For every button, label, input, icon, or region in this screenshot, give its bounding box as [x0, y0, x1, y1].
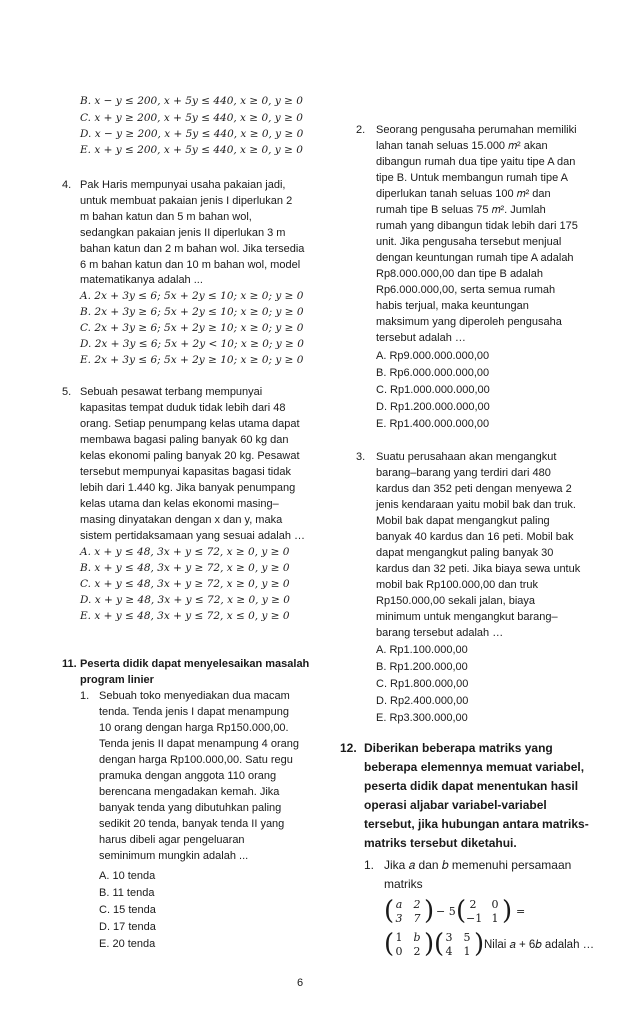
- section-12-heading: tersebut, jika hubungan antara matriks-: [364, 817, 589, 831]
- matrix-cell: 1: [463, 945, 471, 958]
- q2-option-b: B. Rp6.000.000.000,00: [376, 367, 490, 379]
- q2-line: tipe B. Untuk membangun rumah tipe A: [376, 172, 568, 184]
- q5-option-b: B. 𝑥 + 𝑦 ≤ 48, 3𝑥 + 𝑦 ≥ 72, 𝑥 ≥ 0, 𝑦 ≥ 0: [80, 562, 290, 574]
- s12-q1-tail: Nilai 𝑎 + 6𝑏 adalah …: [484, 939, 595, 951]
- q2-line: rumah tipe B seluas 75 𝑚². Jumlah: [376, 204, 546, 216]
- q2-option-c: C. Rp1.000.000.000,00: [376, 384, 490, 396]
- matrix-cell: 2: [413, 898, 421, 911]
- q4-option-a: A. 2𝑥 + 3𝑦 ≤ 6; 5𝑥 + 2𝑦 ≤ 10; 𝑥 ≥ 0; 𝑦 ≥ 0: [80, 290, 304, 302]
- q2-line: dengan keuntungan rumah tipe A adalah: [376, 252, 574, 264]
- right-paren: ): [424, 929, 435, 959]
- section-12-heading: operasi aljabar variabel-variabel: [364, 798, 547, 812]
- q5-line: lebih dari 1.440 kg. Jika banyak penumpang: [80, 482, 296, 494]
- q3-line: kardus dan 32 peti. Jika biaya sewa untuk: [376, 563, 581, 575]
- q4-number: 4.: [62, 179, 72, 191]
- s11-q1-option-d: D. 17 tenda: [99, 921, 156, 933]
- q5-line: sistem pertidaksamaan yang sesuai adalah …: [80, 530, 306, 542]
- q2-line: Seorang pengusaha perumahan memiliki: [376, 124, 577, 136]
- q2-line: diperlukan tanah seluas 100 𝑚² dan: [376, 188, 551, 200]
- q2-line: unit. Jika pengusaha tersebut menjual: [376, 236, 562, 248]
- q3-option-c: C. Rp1.800.000,00: [376, 678, 469, 690]
- matrix-cell: 𝑏: [413, 931, 421, 944]
- q4-line: Pak Haris mempunyai usaha pakaian jadi,: [80, 179, 286, 191]
- q5-line: kapasitas tempat duduk tidak lebih dari 48: [80, 402, 286, 414]
- q5-line: Sebuah pesawat terbang mempunyai: [80, 386, 263, 398]
- matrix-cell: 2: [469, 898, 477, 911]
- matrix-cell: 7: [413, 912, 421, 925]
- s11-q1-line: pramuka dengan anggota 110 orang: [99, 770, 277, 782]
- q5-option-c: C. 𝑥 + 𝑦 ≤ 48, 3𝑥 + 𝑦 ≥ 72, 𝑥 ≥ 0, 𝑦 ≥ 0: [80, 578, 290, 590]
- section-12-heading: beberapa elemennya memuat variabel,: [364, 760, 585, 774]
- q5-option-d: D. 𝑥 + 𝑦 ≥ 48, 3𝑥 + 𝑦 ≤ 72, 𝑥 ≥ 0, 𝑦 ≥ 0: [80, 594, 290, 606]
- section-11-number: 11.: [62, 658, 77, 670]
- s11-q1-option-e: E. 20 tenda: [99, 938, 156, 950]
- s11-q1-line: banyak tenda yang dibutuhkan paling: [99, 802, 282, 814]
- q3-option-d: D. 𝑥 − 𝑦 ≥ 200, 𝑥 + 5𝑦 ≤ 440, 𝑥 ≥ 0, 𝑦 ≥ 0: [80, 128, 304, 140]
- s11-q1-option-c: C. 15 tenda: [99, 904, 156, 916]
- q2-line: Rp8.000.000,00 dan tipe B adalah: [376, 268, 543, 280]
- q2-line: lahan tanah seluas 15.000 𝑚² akan: [376, 140, 548, 152]
- section-12-heading: peserta didik dapat menentukan hasil: [364, 779, 579, 793]
- q4-option-d: D. 2𝑥 + 3𝑦 ≤ 6; 5𝑥 + 2𝑦 < 10; 𝑥 ≥ 0; 𝑦 ≥ 0: [80, 338, 304, 350]
- left-paren: (: [384, 929, 395, 959]
- q3-option-e: E. 𝑥 + 𝑦 ≤ 200, 𝑥 + 5𝑦 ≤ 440, 𝑥 ≥ 0, 𝑦 ≥ 0: [80, 144, 303, 156]
- right-paren: ): [424, 896, 435, 926]
- q5-line: masing dinyatakan dengan x dan y, maka: [80, 514, 283, 526]
- q3-option-a: A. Rp1.100.000,00: [376, 644, 468, 656]
- q2-option-d: D. Rp1.200.000.000,00: [376, 401, 490, 413]
- q3-line: barang–barang yang terdiri dari 480: [376, 467, 551, 479]
- q3-option-e: E. Rp3.300.000,00: [376, 712, 468, 724]
- q4-line: m bahan katun dan 5 m bahan wol,: [80, 211, 252, 223]
- s11-q1-line: harus dibeli agar pengeluaran: [99, 834, 245, 846]
- q3-line: Mobil bak dapat mengangkut paling: [376, 515, 550, 527]
- q4-line: sedangkan pakaian jenis II diperlukan 3 m: [80, 227, 286, 239]
- matrix-cell: 3: [395, 912, 403, 925]
- q5-line: tersebut mempunyai kapasitas bagasi tidak: [80, 466, 291, 478]
- s11-q1-line: tenda. Tenda jenis I dapat menampung: [99, 706, 289, 718]
- q5-option-a: A. 𝑥 + 𝑦 ≤ 48, 3𝑥 + 𝑦 ≤ 72, 𝑥 ≥ 0, 𝑦 ≥ 0: [80, 546, 290, 558]
- matrix-cell: 2: [413, 945, 421, 958]
- q4-option-c: C. 2𝑥 + 3𝑦 ≥ 6; 5𝑥 + 2𝑦 ≥ 10; 𝑥 ≥ 0; 𝑦 ≥ 0: [80, 322, 304, 334]
- section-12-heading: Diberikan beberapa matriks yang: [364, 741, 553, 755]
- s11-q1-number: 1.: [80, 690, 90, 702]
- q3-option-b: B. Rp1.200.000,00: [376, 661, 468, 673]
- q3-option-b: B. 𝑥 − 𝑦 ≤ 200, 𝑥 + 5𝑦 ≤ 440, 𝑥 ≥ 0, 𝑦 ≥ 0: [80, 95, 303, 107]
- matrix-cell: 5: [463, 931, 471, 944]
- matrix-cell: 3: [445, 931, 453, 944]
- q3-line: mobil bak Rp100.000,00 dan truk: [376, 579, 539, 591]
- q4-line: matematikanya adalah ...: [80, 274, 203, 286]
- s11-q1-option-b: B. 11 tenda: [99, 887, 155, 899]
- q2-line: habis terjual, maka keuntungan: [376, 300, 529, 312]
- s11-q1-line: dengan harga Rp100.000,00. Satu regu: [99, 754, 293, 766]
- right-paren: ): [502, 896, 513, 926]
- q2-option-e: E. Rp1.400.000.000,00: [376, 418, 490, 430]
- s11-q1-line: berencana mengadakan kemah. Jika: [99, 786, 280, 798]
- section-12-heading: matriks tersebut diketahui.: [364, 836, 517, 850]
- matrix-cell: 1: [395, 931, 403, 944]
- q2-option-a: A. Rp9.000.000.000,00: [376, 350, 490, 362]
- left-paren: (: [434, 929, 445, 959]
- q5-line: membawa bagasi paling banyak 60 kg dan: [80, 434, 289, 446]
- q4-line: 6 m bahan katun dan 10 m bahan wol, model: [80, 259, 301, 271]
- s11-q1-option-a: A. 10 tenda: [99, 870, 156, 882]
- q2-line: maksimum yang diperoleh pengusaha: [376, 316, 562, 328]
- q3-line: kardus dan 352 peti dengan menyewa 2: [376, 483, 572, 495]
- matrix-cell: 4: [445, 945, 453, 958]
- section-12-number: 12.: [340, 741, 357, 755]
- q3-line: minimum untuk mengangkut barang–: [376, 611, 558, 623]
- matrix-cell: 0: [395, 945, 403, 958]
- matrix-equation-row-1: [384, 896, 634, 928]
- q5-line: kelas utama dan kelas ekonomi masing–: [80, 498, 279, 510]
- matrix-cell: 𝑎: [395, 898, 403, 911]
- s11-q1-line: 10 orang dengan harga Rp150.000,00.: [99, 722, 289, 734]
- q4-option-b: B. 2𝑥 + 3𝑦 ≥ 6; 5𝑥 + 2𝑦 ≤ 10; 𝑥 ≥ 0; 𝑦 ≥ 0: [80, 306, 304, 318]
- right-paren: ): [474, 929, 485, 959]
- left-paren: (: [456, 896, 467, 926]
- q3-line: banyak 40 kardus dan 16 peti. Mobil bak: [376, 531, 574, 543]
- left-paren: (: [384, 896, 395, 926]
- q3-line: Suatu perusahaan akan mengangkut: [376, 451, 557, 463]
- q2-line: Rp6.000.000,00, serta semua rumah: [376, 284, 556, 296]
- q4-line: untuk membuat pakaian jenis I diperlukan 2: [80, 195, 293, 207]
- q5-number: 5.: [62, 386, 72, 398]
- q4-line: bahan katun dan 2 m bahan wol. Jika tersedia: [80, 243, 305, 255]
- section-11-heading: Peserta didik dapat menyelesaikan masalah: [80, 658, 310, 670]
- matrix-cell: 0: [491, 898, 499, 911]
- section-11-heading: program linier: [80, 674, 154, 686]
- q4-option-e: E. 2𝑥 + 3𝑦 ≤ 6; 5𝑥 + 2𝑦 ≥ 10; 𝑥 ≥ 0; 𝑦 ≥ 0: [80, 354, 304, 366]
- q3-line: barang tersebut adalah …: [376, 627, 504, 639]
- s11-q1-line: sedikit 20 tenda, banyak tenda II yang: [99, 818, 285, 830]
- q2-line: rumah yang dibangun tidak lebih dari 175: [376, 220, 578, 232]
- page-number: 6: [296, 977, 304, 989]
- q3-option-d: D. Rp2.400.000,00: [376, 695, 469, 707]
- equals-sign: =: [516, 905, 526, 918]
- q5-line: orang. Setiap penumpang kelas utama dapat: [80, 418, 300, 430]
- s12-q1-line: matriks: [384, 877, 423, 891]
- q5-line: kelas ekonomi paling banyak 20 kg. Pesawat: [80, 450, 300, 462]
- q3-line: Rp150.000,00 sekali jalan, biaya: [376, 595, 536, 607]
- q2-line: dibangun rumah dua tipe yaitu tipe A dan: [376, 156, 576, 168]
- s12-q1-number: 1.: [364, 858, 375, 872]
- s11-q1-line: Tenda jenis II dapat menampung 4 orang: [99, 738, 299, 750]
- q3-option-c: C. 𝑥 + 𝑦 ≥ 200, 𝑥 + 5𝑦 ≤ 440, 𝑥 ≥ 0, 𝑦 ≥ 0: [80, 112, 303, 124]
- q3-line: dapat mengangkut paling banyak 30: [376, 547, 554, 559]
- q5-option-e: E. 𝑥 + 𝑦 ≤ 48, 3𝑥 + 𝑦 ≤ 72, 𝑥 ≤ 0, 𝑦 ≥ 0: [80, 610, 290, 622]
- q2-line: tersebut adalah …: [376, 332, 466, 344]
- minus-five: − 5: [436, 905, 456, 918]
- matrix-cell: −1: [466, 912, 483, 925]
- s11-q1-line: seminimum mungkin adalah ...: [99, 850, 249, 862]
- matrix-cell: 1: [491, 912, 499, 925]
- s11-q1-line: Sebuah toko menyediakan dua macam: [99, 690, 290, 702]
- s12-q1-line: Jika 𝑎 dan 𝑏 memenuhi persamaan: [384, 858, 572, 872]
- q3-number: 3.: [356, 451, 366, 463]
- matrix-equation-row-2: [384, 929, 634, 961]
- q2-number: 2.: [356, 124, 366, 136]
- q3-line: jenis kendaraan yaitu mobil bak dan truk.: [376, 499, 576, 511]
